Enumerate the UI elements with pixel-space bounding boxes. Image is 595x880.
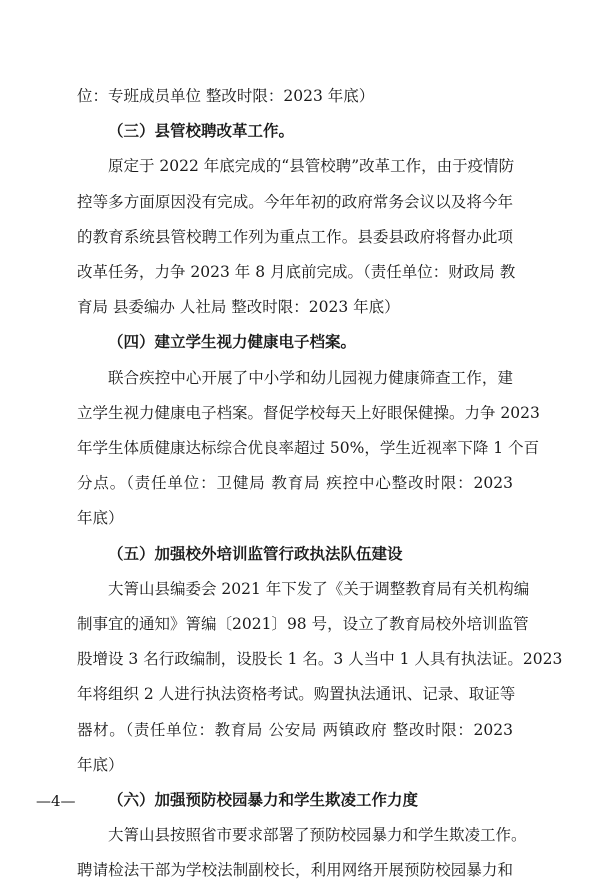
text-line: 年底）	[77, 755, 124, 774]
page-number: —4—	[36, 792, 76, 810]
text-line: 大箐山县编委会 2021 年下发了《关于调整教育局有关机构编	[108, 579, 530, 598]
text-line: 器材。（责任单位：教育局 公安局 两镇政府 整改时限：2023	[77, 720, 513, 739]
section-heading: （四）建立学生视力健康电子档案。	[108, 332, 357, 352]
section-heading: （三）县管校聘改革工作。	[108, 121, 295, 141]
text-line: 联合疾控中心开展了中小学和幼儿园视力健康筛查工作，建	[108, 368, 513, 387]
section-heading: （六）加强预防校园暴力和学生欺凌工作力度	[108, 790, 419, 809]
text-line: 原定于 2022 年底完成的“县管校聘”改革工作，由于疫情防	[108, 157, 515, 176]
text-line: 育局 县委编办 人社局 整改时限：2023 年底）	[77, 298, 400, 317]
text-line: 分点。（责任单位：卫健局 教育局 疾控中心整改时限：2023	[77, 474, 513, 493]
section-heading: （五）加强校外培训监管行政执法队伍建设	[108, 543, 403, 563]
text-line: 聘请检法干部为学校法制副校长，利用网络开展预防校园暴力和	[77, 861, 513, 880]
text-line: 的教育系统县管校聘工作列为重点工作。县委县政府将督办此项	[77, 227, 513, 246]
text-line: 年底）	[77, 509, 124, 528]
text-line: 位：专班成员单位 整改时限：2023 年底）	[77, 87, 375, 105]
text-line: 控等多方面原因没有完成。今年年初的政府常务会议以及将今年	[77, 192, 513, 211]
text-line: 立学生视力健康电子档案。督促学校每天上好眼保健操。力争 2023	[77, 403, 540, 422]
text-line: 年学生体质健康达标综合优良率超过 50%，学生近视率下降 1 个百	[77, 439, 540, 457]
text-line: 大箐山县按照省市要求部署了预防校园暴力和学生欺凌工作。	[108, 826, 527, 845]
text-line: 改革任务，力争 2023 年 8 月底前完成。（责任单位：财政局 教	[77, 263, 516, 281]
text-line: 制事宜的通知》箐编〔2021〕98 号，设立了教育局校外培训监管	[77, 615, 529, 633]
text-line: 年将组织 2 人进行执法资格考试。购置执法通讯、记录、取证等	[77, 685, 516, 704]
text-line: 股增设 3 名行政编制，设股长 1 名。3 人当中 1 人具有执法证。2023	[77, 650, 563, 669]
